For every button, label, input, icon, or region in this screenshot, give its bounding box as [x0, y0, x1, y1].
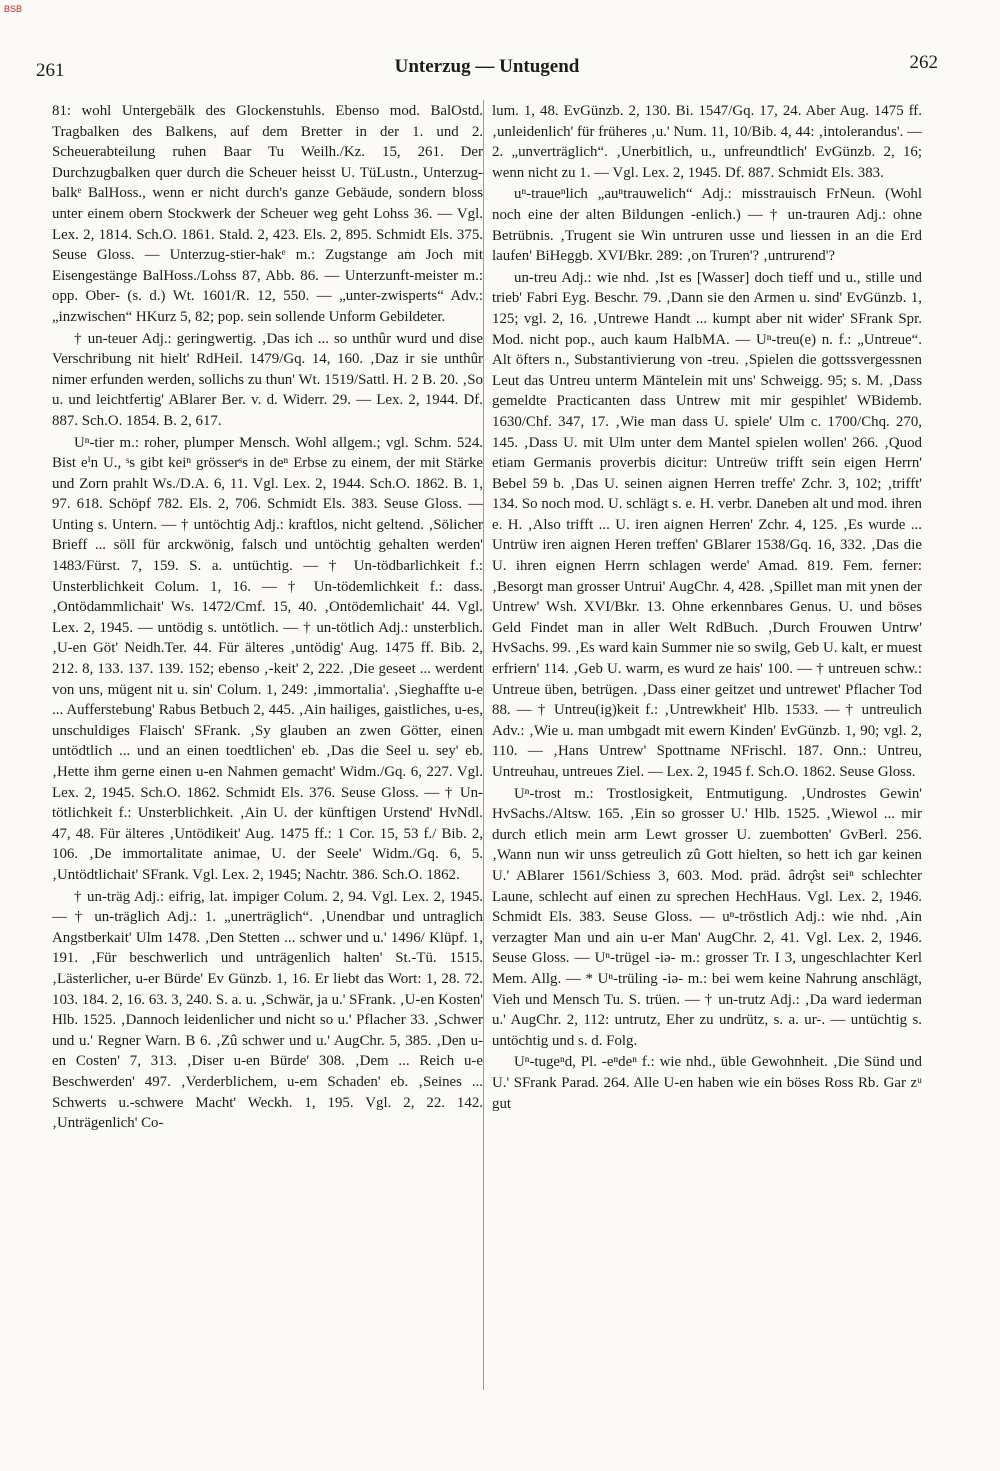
page-header — [36, 52, 938, 92]
left-entry: † un-träg Adj.: eifrig, lat. impiger Colum. 2, 94. Vgl. Lex. 2, 1945. — † un-träglich Adj.: 1. „unerträglich“. ‚Unendbar und untraglich Angstberkait' Ulm 1478. ‚Den Stetten ... schwer und u.' 1496/ Klüpf. 1, 191. ‚Für beschwerlich und unträgenlich halten' St.-Tü. 1515. ‚Lästerlicher, u-er Bürde' Ev Günzb. 1, 16. Er liebt das Wort: 1, 28. 72. 103. 184. 2, 16. 63. 3, 240. S. a. u. ‚Schwär, ja u.' SFrank. ‚U-en Kosten' Hlb. 1525. ‚Dannoch leidenlicher und nicht so u.' Pflacher 33. ‚Schwer und u.' Regner Warn. B 6. ‚Zû schwer und u.' AugChr. 5, 385. ‚Den u-en Costen' 7, 313. ‚Diser u-en Bürde' 308. ‚Dem ... Reich u-e Beschwerden' 497. ‚Verderblichem, u-em Schaden' eb. ‚Seines ... Schwerts u.-schwere Macht' Weckh. 1, 195. Vgl. 2, 22. 142. ‚Unträgenlich' Co- — [52, 888, 483, 1132]
right-entry: uⁿ-traueⁿlich „auⁿtrauwelich“ Adj.: misstrauisch FrNeun. (Wohl noch eine der alten Bildungen -enlich.) — † un-trauren Adj.: ohne Betrübnis. ‚Trugent sie Win untruren usse und liessen in an die Erd laufen' BiHeggb. XVI/Bkr. 289: ‚on Truren'? ‚untrurend'? — [492, 186, 922, 265]
left-entry: † un-teuer Adj.: geringwertig. ‚Das ich ... so unthûr wurd und dise Verschribung nit hielt' RdHeil. 1479/Gq. 14, 160. ‚Daz ir sie unthûr nimer erfunden werden, sollichs zu thun' Wt. 1519/Sattl. H. 2 B. 20. ‚So u. und leichtfertig' ABlarer Ber. v. d. Widerr. 29. — Lex. 2, 1944. Df. 887. Sch.O. 1854. B. 2, 617. — [52, 330, 483, 429]
left-entry: 81: wohl Untergebälk des Glockenstuhls. Ebenso mod. BalOstd. Tragbalken des Balkens, auf dem Bretter in der 1. und 2. Scheuerabteilung ruhen Baar Tu Weilh./Kz. 15, 261. Der Durchzugbalken quer durch die Scheuer heisst U. TüLustn., Unterzug-balkᵉ BalHoss., wenn er nicht durch's ganze Gebäude, sondern bloss unter einem obern Stockwerk der Scheuer weg geht Lohss 36. — Vgl. Lex. 2, 1814. Sch.O. 1861. Stald. 2, 423. Els. 2, 895. Schmidt Els. 375. Seuse Gloss. — Unterzug-stier-hakᵉ m.: Zugstange am Joch mit Eisengestänge BalHoss./Lohss 87, Abb. 86. — Unterzunft-meister m.: opp. Ober- (s. d.) Wt. 1601/R. 12, 550. — „unter-zwisperts“ Adv.: „inzwischen“ HKurz 5, 82; pop. sein sollende Unform Gebildeter. — [52, 103, 483, 325]
page-number-left: 261 — [36, 60, 65, 81]
left-entry: Uⁿ-tier m.: roher, plumper Mensch. Wohl allgem.; vgl. Schm. 524. Bist eⁱn U., ˢs gibt keiⁿ grösserˢs in deⁿ Erbse zu einem, der mit Stärke und Zorn prahlt Ws./D.A. 6, 11. Vgl. Lex. 2, 1944. Sch.O. 1862. B. 1, 97. 618. Schöpf 782. Els. 2, 706. Schmidt Els. 383. Seuse Gloss. — Unting s. Untern. — † untöchtig Adj.: kraftlos, nicht geltend. ‚Sölicher Brieff ... söll für arckwönig, falsch und untöchtig gehalten werden' 1483/Fürst. 7, 159. S. a. untüchtig. — † Un-tödbarlichkeit f.: Unsterblichkeit Colum. 1, 16. — † Un-tödemlichkeit f.: dass. ‚Ontödammlichait' Ws. 1472/Cmf. 15, 40. ‚Ontödemlichait' 44. Vgl. Lex. 2, 1945. — untödig s. untötlich. — † un-tötlich Adj.: unsterblich. ‚U-en Göt' Neidh.Ter. 44. Für älteres ‚untödig' Aug. 1475 ff. Bib. 2, 212. 8, 133. 137. 139. 152; ebenso ‚-keit' 2, 222. ‚Die geseet ... werdent von uns, mügent nit u. sin' Colum. 1, 249: ‚immortalia'. ‚Sieghaffte u-e ... Aufferstebung' Rabus Betbuch 2, 445. ‚Ain hailiges, gaistliches, u-es, unschuldiges Flaisch' SFrank. ‚Sy glauben an zwen Götter, einen untödtlich ... und an einen toedtlichen' eb. ‚Das die Seel u. sey' eb. ‚Hette ihm gerne einen u-en Nahmen gemacht' Widm./Gq. 6, 227. Vgl. Lex. 2, 1945. Sch.O. 1862. Schmidt Els. 376. Seuse Gloss. — † Un-tötlichkeit f.: Unsterblichkeit. ‚Ain U. der künftigen Urstend' HvNdl. 47, 48. Für älteres ‚Untödikeit' Aug. 1475 ff.: 1 Cor. 15, 53 f./ Bib. 2, 106. ‚De immortalitate animae, U. der Seele' Widm./Gq. 6, 5. ‚Untödtlichait' SFrank. Vgl. Lex. 2, 1945; Nachtr. 386. Sch.O. 1862. — [52, 434, 483, 883]
library-stamp: BSB — [4, 4, 23, 14]
right-column — [492, 101, 922, 1441]
left-column — [52, 101, 483, 1441]
page-number-right: 262 — [909, 52, 938, 73]
right-entry: lum. 1, 48. EvGünzb. 2, 130. Bi. 1547/Gq. 17, 24. Aber Aug. 1475 ff. ‚unleidenlich' für früheres ‚u.' Num. 11, 10/Bib. 4, 44: ‚intolerandus'. — 2. „unverträglich“. ‚Unerbitlich, u., unfreundtlich' EvGünzb. 2, 16; wenn nicht zu 1. — Vgl. Lex. 2, 1945. Df. 887. Schmidt Els. 383. — [492, 103, 922, 181]
right-entry: Uⁿ-tugeⁿd, Pl. -eⁿdeⁿ f.: wie nhd., üble Gewohnheit. ‚Die Sünd und U.' SFrank Parad. 264. Alle U-en haben wie ein böses Ross Rb. Gar zᵘ gut — [492, 1054, 922, 1112]
right-entry: un-treu Adj.: wie nhd. ‚Ist es [Wasser] doch tieff und u., stille und trieb' Fabri Eyg. Beschr. 79. ‚Dann sie den Armen u. sind' EvGünzb. 1, 125; vgl. 2, 16. ‚Untrewe Handt ... kumpt aber nit wider' SFrank Spr. Mod. nicht pop., auch kaum HalbMA. — Uⁿ-treu(e) n. f.: „Untreue“. Alt öfters n., Substantivierung von -treu. ‚Spielen die gottssvergessnen Leut das Untreu unterm Mäntelein mit uns' Schweigg. 95; s. M. ‚Dass gemeldte Practicanten dass Untrew mit mir gespihlet' WBidemb. 1630/Chf. 347, 17. ‚Wie man dass U. spiele' Ulm c. 1700/Chq. 270, 145. ‚Dass U. mit Ulm unter dem Mantel spielen wollen' 266. ‚Quod etiam Germanis proverbis dicitur: Untreüw trifft sein eigen Herrn' Bebel 59 b. ‚Das U. seinen aignen Herren treffe' Zchr. 3, 102; ‚trifft' 134. So noch mod. U. schlägt s. e. H. verbr. Daneben alt und mod. ihren e. H. ‚Also trifft ... U. iren aignen Herren' Zchr. 4, 125. ‚Es wurde ... Untrüw iren aignen Heren treffen' GBlarer 1538/Gq. 16, 332. ‚Das die U. ihren eignen Herrn schlagen werde' Amad. 819. Fem. ferner: ‚Besorgt man grosser Untrui' AugChr. 4, 428. ‚Spillet man mit ynen der Untrew' Wsh. XVI/Bkr. 13. Ohne erkennbares Genus. U. und böses Geld Findet man in aller Welt RdBuch. ‚Durch Frouwen Untrw' HvSachs. 99. ‚Es ward kain Summer nie so swilg, Geb U. kalt, er muest erfriern' 114. ‚Geb U. warm, es wurd ze hais' 100. — † untreuen schw.: Untreue üben, betrügen. ‚Dass einer geitzet und untrewet' Pflacher Tod 88. — † Untreu(ig)keit f.: ‚Untrewkheit' Hlb. 1533. — † untreulich Adv.: ‚Wie u. man umbgadt mit ewern Kinden' EvGünzb. 1, 90; vgl. 2, 110. — ‚Hans Untrew' Spottname NFrischl. 187. Onn.: Untreu, Untreuhau, untreues Ziel. — Lex. 2, 1945 f. Sch.O. 1862. Seuse Gloss. — [492, 269, 922, 780]
running-title: Unterzug — Untugend — [394, 56, 580, 77]
column-divider — [483, 100, 484, 1390]
right-entry: Uⁿ-trost m.: Trostlosigkeit, Entmutigung. ‚Undrostes Gewin' HvSachs./Altsw. 165. ‚Ein so grosser U.' Hlb. 1525. ‚Wiewol ... mir durch etlich mein arm Lewt grosser U. zuembotten' GvBerl. 256. ‚Wann nun wir unss getreulich zû Gott hielten, so hett ich gar keinen U.' ABlarer 1561/Schiess 3, 603. Mod. präd. âdrǫ̂st seiⁿ schlechter Laune, schlecht auf einen zu sprechen HechHaus. Vgl. Lex. 2, 1946. Schmidt Els. 383. Seuse Gloss. — uⁿ-tröstlich Adj.: wie nhd. ‚Ain verzagter Man und ain u-er Man' AugChr. 2, 41. Vgl. Lex. 2, 1946. Seuse Gloss. — Uⁿ-trügel -iə- m.: grosser Tr. I 3, ungeschlachter Kerl Mem. Allg. — * Uⁿ-trüling -iə- m.: bei wem keine Nahrung anschlägt, Vieh und Mensch Tu. S. trüen. — † un-trutz Adj.: ‚Da ward iederman u.' AugChr. 2, 112: untrutz, Eher zu undrütz, s. a. ur-. — untüchtig s. untöchtig und s. d. Folg. — [492, 785, 922, 1049]
